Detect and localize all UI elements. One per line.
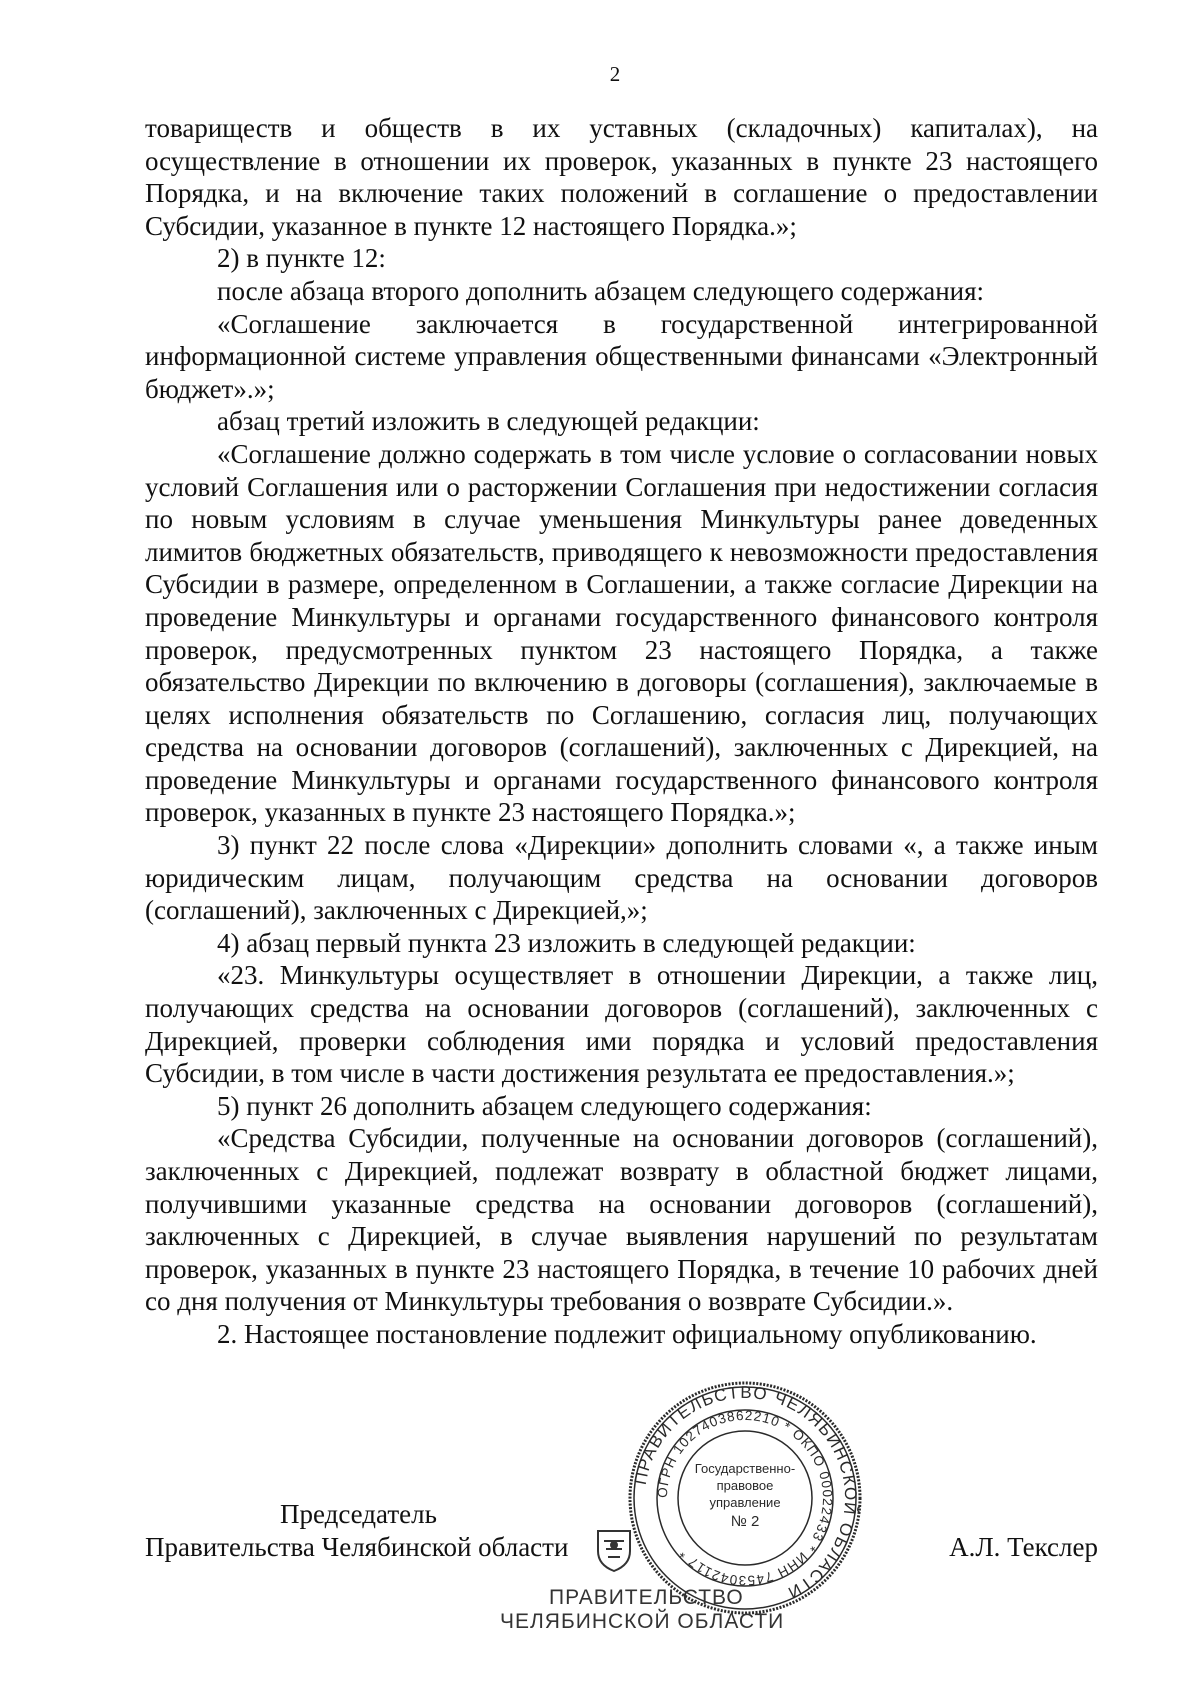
paragraph-item-2-quote: «Соглашение заключается в государственной интегрированной информационной системе управления общественными финансами «Электронный бюджет».»; — [145, 308, 1098, 404]
paragraph-item-2-quote-2: «Соглашение должно содержать в том числе условие о согласовании новых условий Соглашения или о расторжении Соглашения при недостижении согласия по новым условиям в случае уменьшения Минкультуры ранее доведенных лимитов бюджетных обязательств, приводящего к невозможности предоставления Субсидии в размере, определенном в Соглашении, а также согласие Дирекции на проведение Минкультуры и органами государственного финансового контроля проверок, предусмотренных пунктом 23 настоящего Порядка, а также обязательство Дирекции по включению в договоры (соглашения), заключаемые в целях исполнения обязательств по Соглашению, согласия лиц, получающих средства на основании договоров (соглашений), заключенных с Дирекцией, на проведение Минкультуры и органами государственного финансового контроля проверок, указанных в пункте 23 настоящего Порядка.»; — [145, 438, 1098, 828]
signatory-title-line-1: Председатель — [280, 1499, 437, 1529]
paragraph-item-2-instruction-2: абзац третий изложить в следующей редакции: — [217, 406, 760, 437]
watermark-line-2: ЧЕЛЯБИНСКОЙ ОБЛАСТИ — [500, 1610, 785, 1633]
paragraph-item-4: 4) абзац первый пункта 23 изложить в следующей редакции: — [217, 927, 916, 958]
seal-center-line-3: управление — [709, 1495, 781, 1510]
seal-ogrn-text: ОГРН 1027403862210 * ОКПО 00022433 * ИНН 7453042117 * — [654, 1407, 836, 1589]
signatory-name: А.Л. Текслер — [949, 1532, 1098, 1562]
seal-outer-text: ПРАВИТЕЛЬСТВО ЧЕЛЯБИНСКОЙ ОБЛАСТИ — [630, 1382, 861, 1603]
paragraph-item-2: 2) в пункте 12: — [217, 243, 386, 274]
page-number: 2 — [609, 62, 621, 86]
signature-block — [145, 1498, 1098, 1578]
document-body — [145, 112, 1098, 1351]
paragraph-item-3: 3) пункт 22 после слова «Дирекции» дополнить словами «, а также иным юридическим лицам, получающим средства на основании договоров (соглашений), заключенных с Дирекцией,»; — [145, 830, 1098, 926]
seal-center-line-2: правовое — [716, 1478, 774, 1493]
watermark-line-1: ПРАВИТЕЛЬСТВО — [549, 1586, 744, 1609]
paragraph-item-2-instruction: после абзаца второго дополнить абзацем следующего содержания: — [217, 275, 985, 306]
paragraph-item-5: 5) пункт 26 дополнить абзацем следующего содержания: — [217, 1090, 872, 1121]
paragraph-continuation: товариществ и обществ в их уставных (складочных) капиталах), на осуществление в отношении их проверок, указанных в пункте 23 настоящего Порядка, и на включение таких положений в соглашение о предоставлении Субсидии, указанное в пункте 12 настоящего Порядка.»; — [145, 113, 1098, 241]
paragraph-item-5-quote: «Средства Субсидии, полученные на основании договоров (соглашений), заключенных с Дирекцией, подлежат возврату в областной бюджет лицами, получившими указанные средства на основании договоров (соглашений), заключенных с Дирекцией, в случае выявления нарушений по результатам проверок, указанных в пункте 23 настоящего Порядка, в течение 10 рабочих дней со дня получения от Минкультуры требования о возврате Субсидии.». — [145, 1123, 1098, 1317]
seal-center-line-4: № 2 — [730, 1513, 760, 1530]
signatory-title-line-2: Правительства Челябинской области — [145, 1532, 569, 1562]
paragraph-item-4-quote: «23. Минкультуры осуществляет в отношении Дирекции, а также лиц, получающих средства на основании договоров (соглашений), заключенных с Дирекцией, проверки соблюдения ими порядка и условий предоставления Субсидии, в том числе в части достижения результата ее предоставления.»; — [145, 960, 1098, 1089]
seal-center-line-1: Государственно- — [694, 1461, 796, 1476]
paragraph-clause-2: 2. Настоящее постановление подлежит официальному опубликованию. — [217, 1318, 1037, 1349]
